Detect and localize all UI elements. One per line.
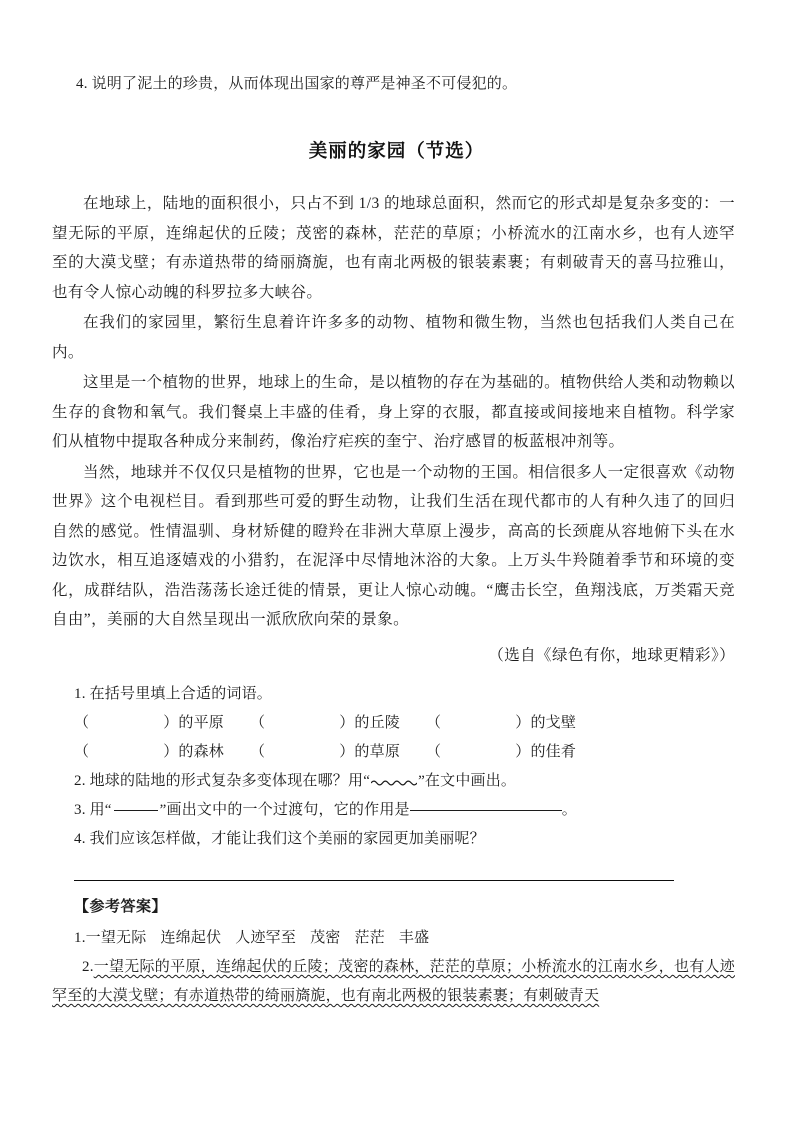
answer-1-word: 丰盛: [398, 930, 430, 946]
fill-blank-group[interactable]: [426, 738, 576, 767]
answer-1-word: 连绵起伏: [160, 930, 222, 946]
previous-page-answer: [52, 0, 741, 99]
article-paragraph: 在地球上，陆地的面积很小，只占不到 1/3 的地球总面积，然而它的形式却是复杂多变的：一望无际的平原，连绵起伏的丘陵；茂密的森林，茫茫的草原；小桥流水的江南水乡，也有人迹罕至的大漠戈壁；有赤道热带的绮丽旖旎，也有南北两极的银装素裹；有刺破青天的喜马拉雅山，也有令人惊心动魄的科罗拉多大峡谷。: [52, 195, 735, 301]
question-2-text-before: 2. 地球的陆地的形式复杂多变体现在哪？用“: [74, 773, 371, 789]
paren-close: ）: [515, 744, 531, 760]
blank-suffix: 的平原: [178, 715, 225, 731]
answer-1-word: 人迹罕至: [235, 930, 297, 946]
answer-key-section: [52, 893, 741, 1011]
paren-open: （: [74, 744, 90, 760]
paren-open: （: [426, 744, 442, 760]
answer-1-word: 茂密: [310, 930, 341, 946]
previous-answer-text: 4. 说明了泥土的珍贵，从而体现出国家的尊严是神圣不可侵犯的。: [76, 76, 518, 92]
answer-1-word: 茫茫: [354, 930, 385, 946]
answer-2-text: 一望无际的平原，连绵起伏的丘陵；茂密的森林，茫茫的草原；小桥流水的江南水乡，也有人迹罕至的大漠戈壁；有赤道热带的绮丽旖旎，也有南北两极的银装素裹；有刺破青天: [52, 959, 735, 1004]
question-3-text-middle: ”画出文中的一个过渡句，它的作用是: [159, 802, 410, 818]
article-body: [52, 189, 741, 635]
answer-1: [74, 924, 741, 953]
article-paragraph: 这里是一个植物的世界，地球上的生命，是以植物的存在为基础的。植物供给人类和动物赖以生存的食物和氧气。我们餐桌上丰盛的佳肴，身上穿的衣服，都直接或间接地来自植物。科学家们从植物中提取各种成分来制药，像治疗疟疾的奎宁、治疗感冒的板蓝根冲剂等。: [52, 374, 735, 450]
paren-open: （: [250, 744, 266, 760]
fill-blank-group[interactable]: [74, 709, 224, 738]
answer-2-number: 2.: [82, 959, 94, 975]
paren-close: ）: [515, 715, 531, 731]
blank-suffix: 的草原: [354, 744, 401, 760]
question-1-row-1: [74, 709, 741, 738]
question-2: [74, 767, 741, 796]
fill-blank-group[interactable]: [74, 738, 224, 767]
paren-open: （: [250, 715, 266, 731]
question-3-text-after: 。: [561, 802, 577, 818]
blank-suffix: 的戈壁: [530, 715, 577, 731]
paren-open: （: [74, 715, 90, 731]
question-list: [52, 680, 741, 854]
paren-close: ）: [339, 715, 355, 731]
blank-suffix: 的佳肴: [530, 744, 577, 760]
paren-close: ）: [163, 744, 179, 760]
fill-blank-group[interactable]: [426, 709, 576, 738]
question-3-text-before: 3. 用“: [74, 802, 112, 818]
source-attribution: （选自《绿色有你，地球更精彩》）: [488, 646, 735, 664]
question-1-prompt: 1. 在括号里填上合适的词语。: [74, 686, 273, 702]
section-divider: [74, 880, 674, 881]
article-paragraph: 在我们的家园里，繁衍生息着许许多多的动物、植物和微生物，当然也包括我们人类自己在内。: [52, 314, 735, 361]
answer-key-heading: 【参考答案】: [74, 899, 168, 915]
blank-suffix: 的丘陵: [354, 715, 401, 731]
page-title: 美丽的家园（节选）: [308, 141, 485, 162]
answer-blank-line[interactable]: [410, 810, 562, 811]
fill-blank-group[interactable]: [250, 709, 400, 738]
article-paragraph: 当然，地球并不仅仅只是植物的世界，它也是一个动物的王国。相信很多人一定很喜欢《动物世界》这个电视栏目。看到那些可爱的野生动物，让我们生活在现代都市的人有种久违了的回归自然的感觉。性情温驯、身材矫健的瞪羚在非洲大草原上漫步，高高的长颈鹿从容地俯下头在水边饮水，相互追逐嬉戏的小猎豹，在泥泽中尽情地沐浴的大象。上万头牛羚随着季节和环境的变化，成群结队，浩浩荡荡长途迁徙的情景，更让人惊心动魄。“鹰击长空，鱼翔浅底，万类霜天竞自由”，美丽的大自然呈现出一派欣欣向荣的景象。: [52, 463, 735, 628]
straight-underline-mark-icon: [114, 810, 158, 811]
answer-2: [52, 953, 741, 1011]
paren-close: ）: [339, 744, 355, 760]
answer-1-word: 一望无际: [85, 930, 147, 946]
question-4: 4. 我们应该怎样做，才能让我们这个美丽的家园更加美丽呢？: [74, 831, 485, 847]
fill-blank-group[interactable]: [250, 738, 400, 767]
paren-open: （: [426, 715, 442, 731]
wavy-underline-mark-icon: [371, 776, 417, 788]
blank-suffix: 的森林: [178, 744, 225, 760]
question-1-row-2: [74, 738, 741, 767]
paren-close: ）: [163, 715, 179, 731]
question-3: [74, 796, 741, 825]
answer-1-number: 1.: [74, 930, 86, 946]
question-2-text-after: ”在文中画出。: [418, 773, 517, 789]
